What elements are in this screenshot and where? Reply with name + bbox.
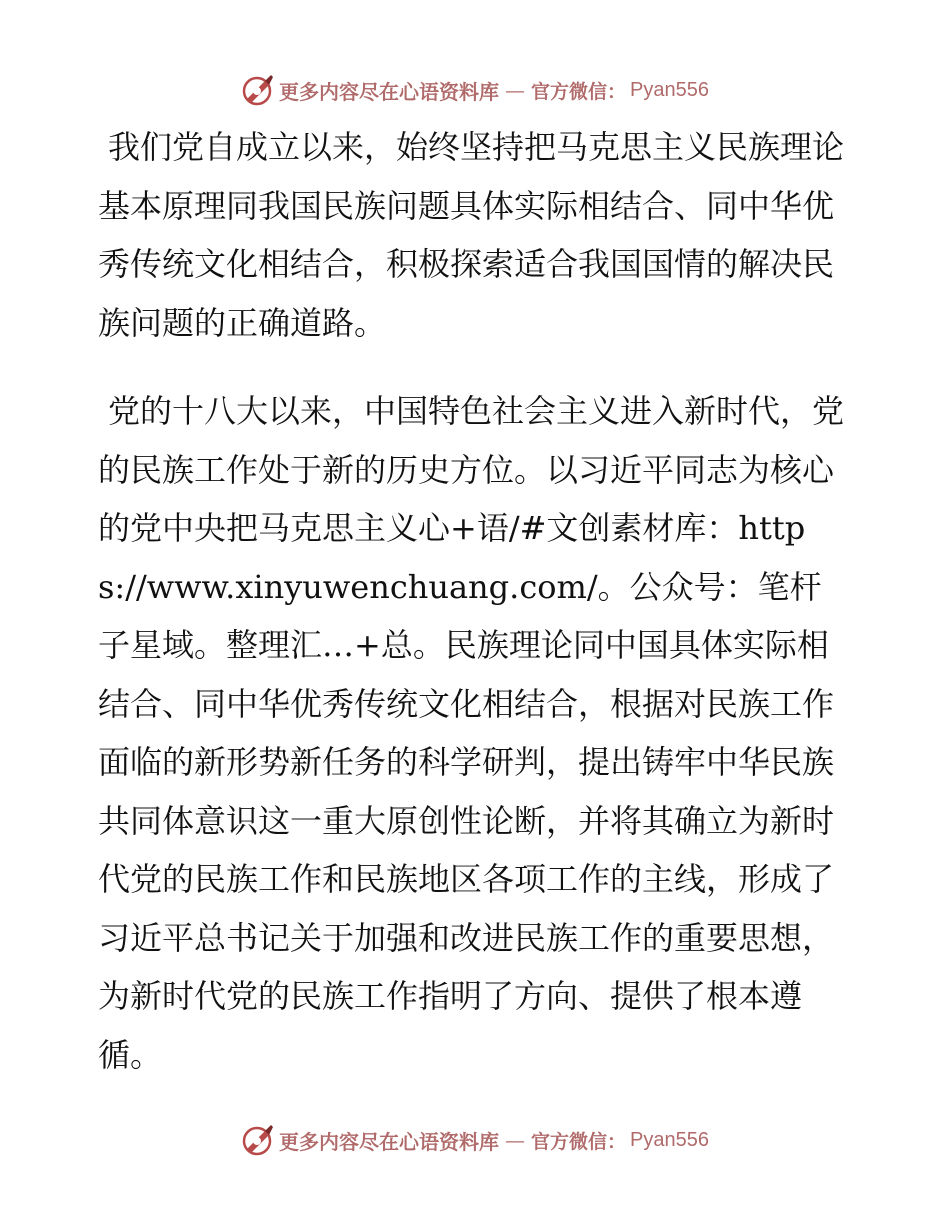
pen-logo-icon	[241, 73, 275, 107]
footer-banner	[0, 1120, 950, 1160]
banner-wechat-id: Pyan556	[630, 1128, 709, 1151]
banner-text: 更多内容尽在心语资料库	[279, 1129, 499, 1154]
paragraph-2: 党的十八大以来，中国特色社会主义进入新时代，党的民族工作处于新的历史方位。以习近平同志为核心的党中央把马克思主义心+语/#文创素材库：https://www.xinyuwenchuang.com/。公众号：笔杆子星域。整理汇…+总。民族理论同中国具体实际相结合、同中华优秀传统文化相结合，根据对民族工作面临的新形势新任务的科学研判，提出铸牢中华民族共同体意识这一重大原创性论断，并将其确立为新时代党的民族工作和民族地区各项工作的主线，形成了习近平总书记关于加强和改进民族工作的重要思想，为新时代党的民族工作指明了方向、提供了根本遵循。	[98, 392, 845, 1074]
document-body	[98, 118, 850, 1084]
header-banner	[0, 70, 950, 110]
banner-dash: —	[505, 78, 525, 102]
paragraph-1: 我们党自成立以来，始终坚持把马克思主义民族理论基本原理同我国民族问题具体实际相结合、同中华优秀传统文化相结合，积极探索适合我国国情的解决民族问题的正确道路。	[98, 128, 845, 342]
banner-wechat-label: 官方微信：	[531, 1130, 627, 1153]
banner-text: 更多内容尽在心语资料库	[279, 79, 499, 104]
banner-wechat-label: 官方微信：	[531, 80, 627, 103]
banner-wechat-id: Pyan556	[630, 78, 709, 101]
banner-dash: —	[505, 1128, 525, 1152]
pen-logo-icon	[241, 1123, 275, 1157]
